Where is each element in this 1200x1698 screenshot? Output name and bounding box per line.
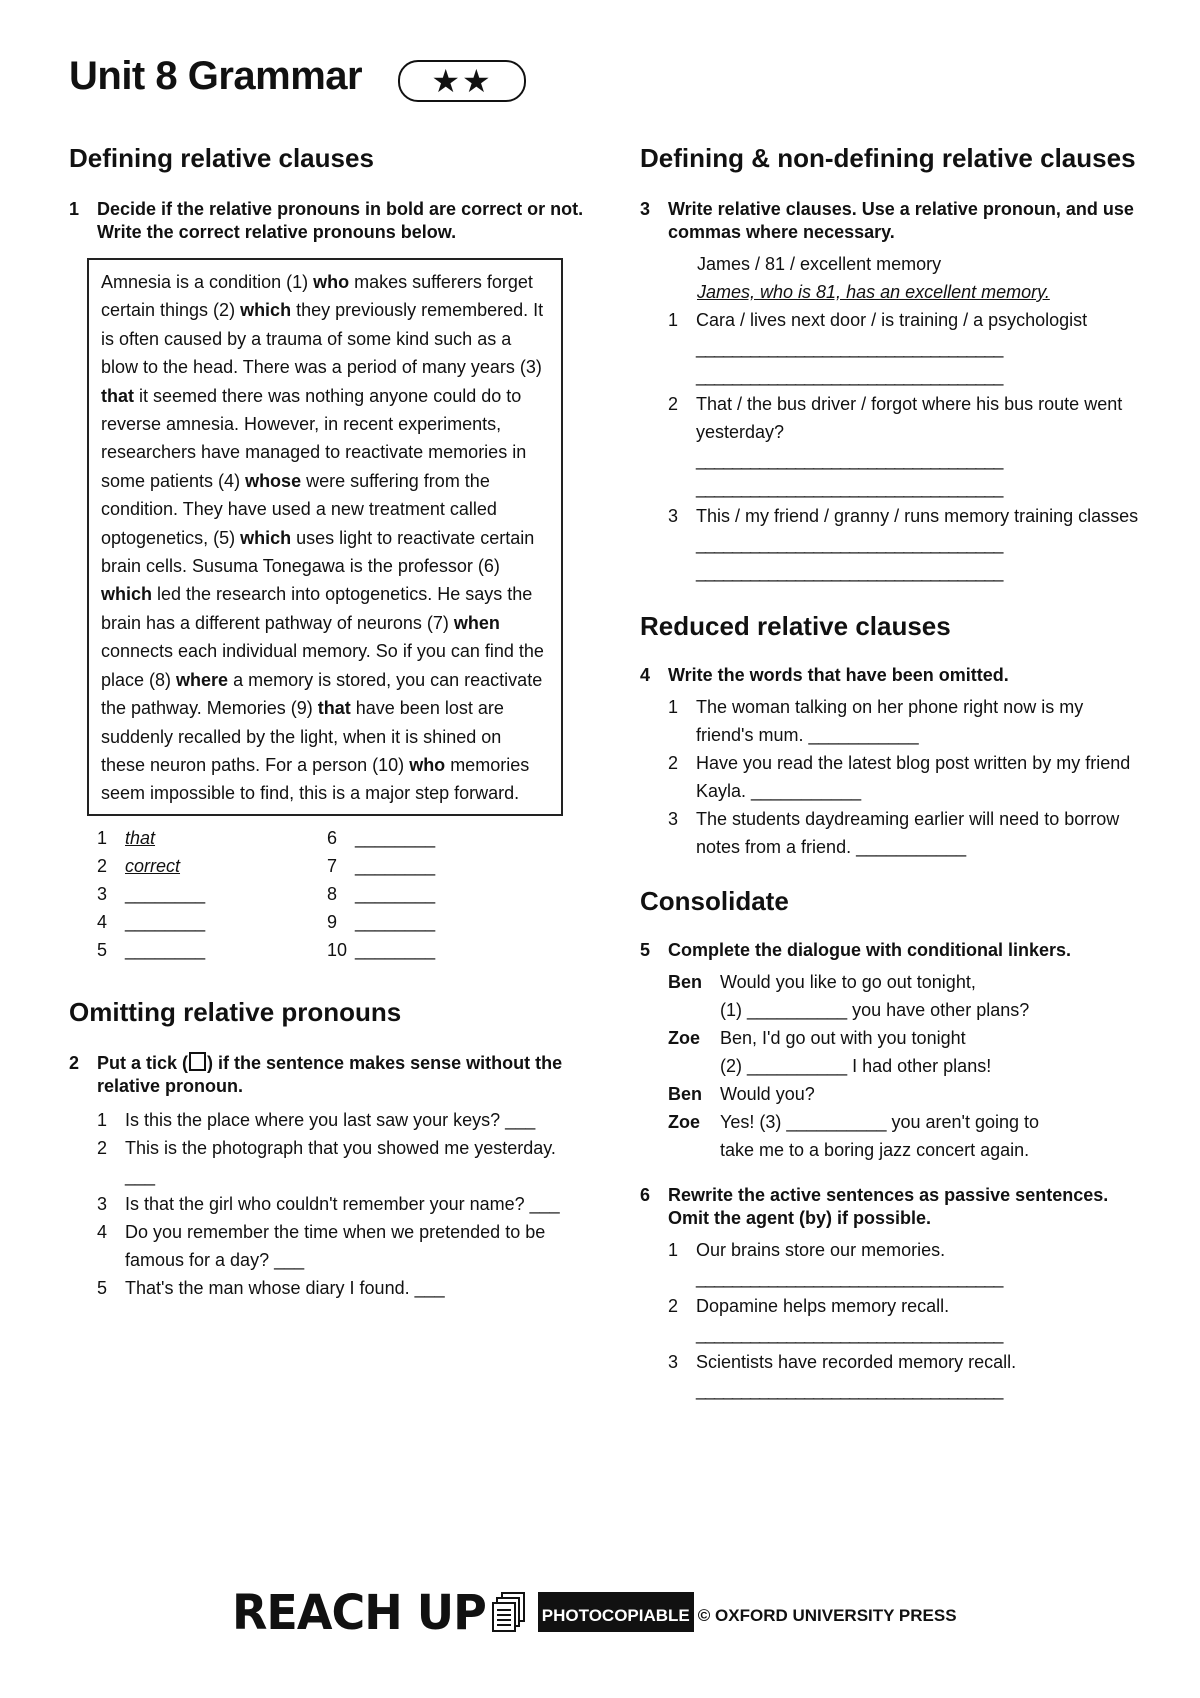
answer-number: 8 xyxy=(327,883,338,904)
answer-value: ________ xyxy=(355,855,436,876)
passage-text: uses light to reactivate certain brain cells. Susuma Tonegawa is the professor (6) xyxy=(101,527,535,577)
relative-pronoun: when xyxy=(453,612,500,633)
relative-pronoun: that xyxy=(317,698,351,719)
answer-value: that xyxy=(125,827,156,848)
passage-text: they previously remembered. It is often caused by a trauma of some kind such as a blow to the head. There was a period of many years (3) xyxy=(101,300,544,378)
item-text: Our brains store our memories. xyxy=(696,1240,946,1260)
dialogue-text: Ben, I'd go out with you tonight xyxy=(720,1028,966,1048)
answer-value: ________ xyxy=(355,911,436,932)
exercise-1-answers xyxy=(97,824,589,964)
answer-value: ________ xyxy=(355,827,436,848)
item-number: 4 xyxy=(97,1221,108,1242)
answer-item xyxy=(97,908,205,936)
exercise-6-items xyxy=(640,1236,1140,1404)
speaker-name xyxy=(668,996,720,1024)
dialogue-line xyxy=(668,1108,1140,1136)
exercise-number: 5 xyxy=(640,940,651,960)
passage-text: were suffering from the condition. They have used a new treatment called optogenetics, (5) xyxy=(101,470,497,548)
list-item xyxy=(668,805,1140,861)
answer-item xyxy=(327,880,435,908)
passage-text: a memory is stored, you can reactivate the pathway. Memories (9) xyxy=(101,669,543,719)
answer-line: __________________________________ xyxy=(696,478,1003,498)
dialogue-line xyxy=(668,968,1140,996)
photocopy-pages-icon xyxy=(492,1591,528,1633)
item-text: This / my friend / granny / runs memory training classes xyxy=(696,506,1139,526)
list-item xyxy=(668,1348,1140,1376)
dialogue-text: take me to a boring jazz concert again. xyxy=(720,1140,1030,1160)
dialogue-line xyxy=(668,1136,1140,1164)
list-item xyxy=(97,1274,589,1302)
exercise-2-instruction xyxy=(69,1052,589,1098)
publisher-copyright: © OXFORD UNIVERSITY PRESS xyxy=(697,1606,957,1625)
list-item xyxy=(668,390,1140,446)
tick-box-icon xyxy=(189,1052,206,1071)
item-text: Dopamine helps memory recall. xyxy=(696,1296,950,1316)
right-column xyxy=(640,140,1140,1404)
answer-number: 1 xyxy=(97,827,108,848)
footer xyxy=(232,1583,957,1641)
exercise-1-instruction xyxy=(69,198,589,244)
answer-item xyxy=(97,880,205,908)
item-number: 2 xyxy=(668,1296,679,1316)
answer-value: ________ xyxy=(355,883,436,904)
answer-line: __________________________________ xyxy=(696,534,1003,554)
list-item xyxy=(97,1190,589,1218)
exercise-number: 6 xyxy=(640,1185,651,1205)
answer-line: __________________________________ xyxy=(696,562,1003,582)
item-text: Scientists have recorded memory recall. xyxy=(696,1352,1017,1372)
item-number: 1 xyxy=(668,697,679,717)
answer-item xyxy=(327,936,435,964)
item-text: The woman talking on her phone right now is my friend's mum. ___________ xyxy=(696,697,1084,745)
section-heading-consolidate: Consolidate xyxy=(640,886,789,916)
exercise-3-instruction xyxy=(640,198,1140,244)
item-text: Have you read the latest blog post written by my friend Kayla. ___________ xyxy=(696,753,1131,801)
list-item xyxy=(668,693,1140,749)
item-text: The students daydreaming earlier will need to borrow notes from a friend. ___________ xyxy=(696,809,1120,857)
instruction-text: Complete the dialogue with conditional linkers. xyxy=(668,940,1072,960)
passage-text: have been lost are suddenly recalled by the light, when it is shined on these neuron paths. For a person (10) xyxy=(101,698,504,775)
relative-pronoun: which xyxy=(101,584,153,605)
list-item xyxy=(668,502,1140,530)
reading-passage-box xyxy=(87,258,563,816)
speaker-name: Zoe xyxy=(668,1112,701,1132)
item-text: That's the man whose diary I found. ___ xyxy=(125,1277,445,1298)
section-heading-omitting: Omitting relative pronouns xyxy=(69,996,402,1027)
instruction-text: Put a tick ( xyxy=(97,1052,189,1073)
answer-value: ________ xyxy=(355,939,436,960)
answer-line: __________________________________ xyxy=(696,338,1003,358)
item-number: 2 xyxy=(668,394,679,414)
section-heading-defining: Defining relative clauses xyxy=(69,143,374,173)
speaker-name: Ben xyxy=(668,1084,703,1104)
page-title: Unit 8 Grammar xyxy=(69,54,363,98)
list-item xyxy=(668,749,1140,805)
item-number: 3 xyxy=(668,506,679,526)
answer-item xyxy=(327,824,435,852)
answer-line: __________________________________ xyxy=(696,1380,1003,1400)
instruction-text: Write the words that have been omitted. xyxy=(668,665,1009,685)
dialogue-text: Yes! (3) __________ you aren't going to xyxy=(720,1112,1040,1132)
item-number: 1 xyxy=(97,1109,108,1130)
item-number: 3 xyxy=(668,809,679,829)
example-answer: James, who is 81, has an excellent memory. xyxy=(697,282,1050,302)
list-item xyxy=(97,1106,589,1134)
section-heading-reduced: Reduced relative clauses xyxy=(640,611,951,641)
exercise-number: 3 xyxy=(640,199,651,219)
exercise-number: 4 xyxy=(640,665,651,685)
speaker-name xyxy=(668,1136,720,1164)
left-column xyxy=(69,140,589,1302)
speaker-name: Ben xyxy=(668,972,703,992)
answer-number: 7 xyxy=(327,855,338,876)
relative-pronoun: where xyxy=(176,669,229,690)
exercise-3-items xyxy=(640,306,1140,586)
item-number: 2 xyxy=(668,753,679,773)
answer-number: 10 xyxy=(327,939,348,960)
list-item xyxy=(668,306,1140,334)
passage-text: led the research into optogenetics. He says the brain has a different pathway of neurons (7) xyxy=(101,584,533,633)
instruction-text: Rewrite the active sentences as passive sentences. Omit the agent (by) if possible. xyxy=(668,1185,1109,1228)
section-heading-defining-non-defining: Defining & non-defining relative clauses xyxy=(640,143,1136,173)
answer-item xyxy=(327,908,435,936)
answer-line: __________________________________ xyxy=(696,366,1003,386)
exercise-4-instruction xyxy=(640,664,1140,687)
item-number: 3 xyxy=(97,1193,108,1214)
passage-text: Amnesia is a condition (1) xyxy=(101,272,314,292)
answer-number: 9 xyxy=(327,911,338,932)
exercise-4-items xyxy=(640,693,1140,861)
exercise-number: 1 xyxy=(69,199,80,219)
photocopiable-label: PHOTOCOPIABLE xyxy=(538,1592,694,1632)
answer-number: 4 xyxy=(97,911,108,932)
exercise-2-items xyxy=(69,1106,589,1302)
item-text: Is that the girl who couldn't remember your name? ___ xyxy=(125,1193,560,1214)
answer-value: ________ xyxy=(125,939,206,960)
answer-item xyxy=(97,852,180,880)
exercise-number: 2 xyxy=(69,1052,80,1073)
answer-value: correct xyxy=(125,855,181,876)
difficulty-stars-badge: ★★ xyxy=(398,60,526,102)
relative-pronoun: that xyxy=(101,385,134,406)
answer-item xyxy=(327,852,435,880)
answer-line: __________________________________ xyxy=(696,1324,1003,1344)
exercise-5-instruction xyxy=(640,939,1140,962)
passage-text: memories seem impossible to find, this is a major step forward. xyxy=(101,754,530,804)
instruction-text: ) if the sentence makes sense without the relative pronoun. xyxy=(97,1052,563,1096)
answer-item xyxy=(97,824,155,852)
speaker-name xyxy=(668,1052,720,1080)
relative-pronoun: who xyxy=(409,754,446,775)
exercise-6-instruction xyxy=(640,1184,1140,1230)
dialogue-line xyxy=(668,1052,1140,1080)
item-text: Is this the place where you last saw your keys? ___ xyxy=(125,1109,536,1130)
item-number: 2 xyxy=(97,1137,108,1158)
answer-item xyxy=(97,936,205,964)
answer-line: __________________________________ xyxy=(696,1268,1003,1288)
passage-text: makes sufferers forget certain things (2) xyxy=(101,272,533,321)
item-number: 3 xyxy=(668,1352,679,1372)
answer-value: ________ xyxy=(125,911,206,932)
exercise-5-dialogue xyxy=(640,968,1140,1164)
speaker-name: Zoe xyxy=(668,1028,701,1048)
instruction-text: Write relative clauses. Use a relative pronoun, and use commas where necessary. xyxy=(668,199,1134,242)
answer-line: __________________________________ xyxy=(696,450,1003,470)
example-prompt: James / 81 / excellent memory xyxy=(697,254,942,274)
relative-pronoun: who xyxy=(313,272,350,292)
list-item xyxy=(668,1292,1140,1320)
reach-up-logo: REACH UP xyxy=(232,1583,486,1641)
item-number: 1 xyxy=(668,310,679,330)
item-text: This is the photograph that you showed me yesterday. ___ xyxy=(125,1137,556,1186)
relative-pronoun: whose xyxy=(245,470,302,491)
dialogue-text: (1) __________ you have other plans? xyxy=(720,1000,1030,1020)
item-number: 5 xyxy=(97,1277,108,1298)
dialogue-line xyxy=(668,1024,1140,1052)
answer-number: 5 xyxy=(97,939,108,960)
dialogue-line xyxy=(668,1080,1140,1108)
dialogue-text: (2) __________ I had other plans! xyxy=(720,1056,992,1076)
answer-number: 3 xyxy=(97,883,108,904)
passage-text: it seemed there was nothing anyone could do to reverse amnesia. However, in recent experiments, researchers have managed to reactivate memories in some patients (4) xyxy=(101,385,527,491)
list-item xyxy=(97,1218,589,1274)
dialogue-text: Would you? xyxy=(720,1084,815,1104)
answer-number: 6 xyxy=(327,827,338,848)
item-text: Do you remember the time when we pretended to be famous for a day? ___ xyxy=(125,1221,546,1270)
item-text: That / the bus driver / forgot where his bus route went yesterday? xyxy=(696,394,1123,442)
instruction-text: Decide if the relative pronouns in bold are correct or not. Write the correct relative pronouns below. xyxy=(97,199,584,242)
item-text: Cara / lives next door / is training / a psychologist xyxy=(696,310,1088,330)
answer-number: 2 xyxy=(97,855,108,876)
passage-text: connects each individual memory. So if you can find the place (8) xyxy=(101,641,544,690)
item-number: 1 xyxy=(668,1240,679,1260)
relative-pronoun: which xyxy=(240,527,292,548)
answer-value: ________ xyxy=(125,883,206,904)
list-item xyxy=(668,1236,1140,1264)
list-item xyxy=(97,1134,589,1190)
dialogue-text: Would you like to go out tonight, xyxy=(720,972,976,992)
dialogue-line xyxy=(668,996,1140,1024)
relative-pronoun: which xyxy=(240,300,292,321)
